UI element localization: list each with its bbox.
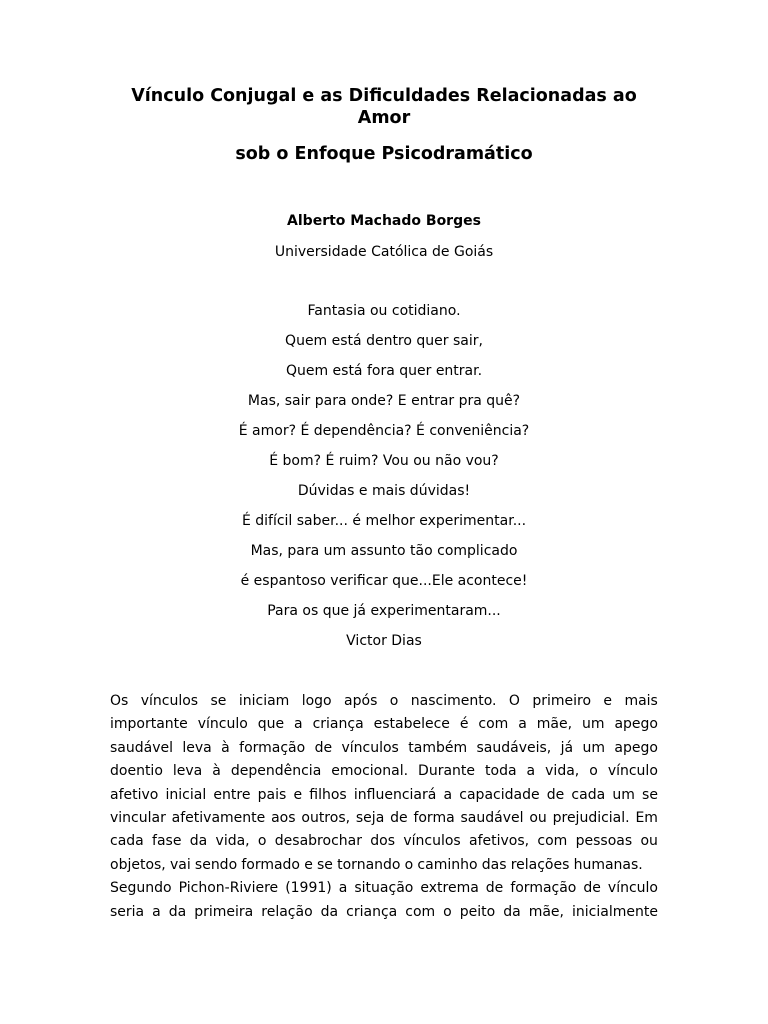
body-word: apego bbox=[614, 739, 658, 756]
poem-line: Quem está fora quer entrar. bbox=[285, 363, 483, 379]
body-word: forma bbox=[413, 809, 455, 826]
poem-line: É bom? É ruim? Vou ou não vou? bbox=[269, 453, 499, 469]
body-word: leva bbox=[182, 739, 212, 756]
body-word: inicialmente bbox=[572, 903, 658, 920]
body-word: dependência bbox=[230, 763, 322, 780]
body-word: iniciam bbox=[238, 693, 290, 709]
body-word: formado bbox=[241, 856, 301, 873]
body-word: mais bbox=[624, 693, 658, 709]
body-word: vida, bbox=[545, 763, 580, 780]
document-title-line-2: Amor bbox=[357, 108, 411, 128]
poem-line: Quem está dentro quer sair, bbox=[285, 333, 483, 349]
body-word: leva bbox=[172, 763, 203, 780]
body-word: prejudicial. bbox=[552, 809, 630, 826]
body-word: primeiro bbox=[532, 693, 592, 709]
body-line bbox=[110, 784, 658, 807]
body-line bbox=[110, 760, 658, 783]
body-word: mãe, bbox=[536, 716, 573, 733]
body-line bbox=[110, 877, 658, 900]
poem-line: é espantoso verificar que...Ele acontece! bbox=[240, 573, 528, 589]
body-word: formação bbox=[510, 880, 577, 897]
body-word: das bbox=[481, 856, 507, 873]
body-word: Segundo bbox=[110, 880, 172, 897]
body-word: um bbox=[612, 786, 635, 803]
body-word: ou bbox=[529, 809, 547, 826]
body-word: toda bbox=[485, 763, 517, 780]
body-word: a bbox=[526, 763, 536, 780]
body-word: vínculo bbox=[607, 763, 658, 780]
body-word: vincular bbox=[110, 809, 166, 826]
body-word: Durante bbox=[418, 763, 476, 780]
body-word: de bbox=[314, 739, 333, 756]
body-line bbox=[110, 854, 658, 877]
body-word: também bbox=[408, 739, 468, 756]
body-word: vínculo bbox=[607, 880, 658, 897]
body-word: se bbox=[210, 693, 227, 709]
body-word: caminho bbox=[417, 856, 478, 873]
body-word: saudável bbox=[460, 809, 524, 826]
body-word: com bbox=[405, 903, 436, 920]
body-word: O bbox=[508, 693, 520, 709]
body-word: a bbox=[152, 903, 161, 920]
body-word: Os bbox=[110, 693, 129, 709]
body-word: doentio bbox=[110, 763, 163, 780]
body-word: um bbox=[582, 739, 605, 756]
body-word: emocional. bbox=[331, 763, 409, 780]
body-word: o bbox=[257, 833, 267, 850]
body-word: ou bbox=[640, 833, 658, 850]
body-word: seja bbox=[355, 809, 385, 826]
body-word: objetos, bbox=[110, 856, 166, 873]
body-word: vínculo bbox=[197, 716, 248, 733]
body-word: o bbox=[443, 903, 452, 920]
body-paragraph bbox=[110, 690, 658, 924]
body-word: e bbox=[304, 856, 313, 873]
body-word: a bbox=[518, 716, 527, 733]
body-word: sendo bbox=[194, 856, 238, 873]
body-word: cada bbox=[571, 786, 606, 803]
body-word: de bbox=[583, 880, 601, 897]
body-word: o bbox=[589, 763, 598, 780]
body-word: seria bbox=[110, 903, 145, 920]
body-word: a bbox=[338, 880, 348, 897]
body-word: com bbox=[537, 833, 568, 850]
body-word: humanas. bbox=[573, 856, 643, 873]
body-word: com bbox=[478, 716, 509, 733]
author-name: Alberto Machado Borges bbox=[287, 213, 481, 229]
body-word: Pichon-Riviere bbox=[178, 880, 279, 897]
body-word: vínculos bbox=[140, 693, 199, 709]
body-word: tornando bbox=[337, 856, 401, 873]
body-line bbox=[110, 830, 658, 853]
body-word: afetivos, bbox=[469, 833, 530, 850]
title-block bbox=[110, 85, 658, 165]
document-title-line-1: Vínculo Conjugal e as Dificuldades Relacionadas ao bbox=[131, 86, 637, 106]
body-word: vida, bbox=[215, 833, 250, 850]
body-word: o bbox=[389, 693, 399, 709]
body-word: mãe, bbox=[528, 903, 564, 920]
body-word: criança bbox=[346, 903, 398, 920]
body-word: se bbox=[317, 856, 333, 873]
body-word: afetivamente bbox=[171, 809, 266, 826]
body-word: aos bbox=[271, 809, 296, 826]
body-word: saudável bbox=[110, 739, 173, 756]
body-word: a bbox=[443, 786, 453, 803]
body-word: entre bbox=[213, 786, 251, 803]
body-word: de bbox=[485, 880, 504, 897]
body-word: saudáveis, bbox=[476, 739, 552, 756]
body-word: vínculos bbox=[403, 833, 461, 850]
body-word: filhos bbox=[309, 786, 347, 803]
body-word: dos bbox=[370, 833, 396, 850]
body-word: situação bbox=[354, 880, 414, 897]
body-word: primeira bbox=[194, 903, 254, 920]
body-word: é bbox=[459, 716, 469, 733]
body-word: criança bbox=[312, 716, 364, 733]
body-word: nascimento. bbox=[410, 693, 497, 709]
body-line bbox=[110, 713, 658, 736]
body-line bbox=[110, 901, 658, 924]
body-word: peito bbox=[459, 903, 496, 920]
body-line bbox=[110, 807, 658, 830]
body-word: e bbox=[293, 786, 303, 803]
body-word: influenciará bbox=[353, 786, 437, 803]
body-word: desabrochar bbox=[274, 833, 362, 850]
body-word: afetivo bbox=[110, 786, 159, 803]
body-word: pais bbox=[257, 786, 287, 803]
body-word: fase bbox=[152, 833, 182, 850]
body-word: de bbox=[546, 786, 565, 803]
body-word: logo bbox=[301, 693, 332, 709]
body-word: após bbox=[344, 693, 378, 709]
body-word: Em bbox=[635, 809, 658, 826]
body-word: à bbox=[212, 763, 221, 780]
document-subtitle: sob o Enfoque Psicodramático bbox=[235, 144, 533, 164]
body-word: da bbox=[320, 903, 339, 920]
poem-line: É difícil saber... é melhor experimentar... bbox=[241, 513, 527, 529]
body-word: que bbox=[257, 716, 285, 733]
body-word: já bbox=[560, 739, 574, 756]
body-word: extrema bbox=[420, 880, 479, 897]
body-line bbox=[110, 690, 658, 713]
poem-line: Mas, sair para onde? E entrar pra quê? bbox=[247, 393, 521, 409]
body-word: relações bbox=[510, 856, 570, 873]
body-word: importante bbox=[110, 716, 188, 733]
poem-attribution: Victor Dias bbox=[346, 633, 422, 649]
poem-line: Dúvidas e mais dúvidas! bbox=[297, 483, 471, 499]
poem-line: Mas, para um assunto tão complicado bbox=[250, 543, 518, 559]
body-word: à bbox=[221, 739, 230, 756]
body-word: relação bbox=[261, 903, 313, 920]
author-affiliation: Universidade Católica de Goiás bbox=[274, 244, 494, 260]
poem-line: Para os que já experimentaram... bbox=[267, 603, 501, 619]
body-word: se bbox=[642, 786, 658, 803]
body-word: inicial bbox=[165, 786, 207, 803]
body-line bbox=[110, 737, 658, 760]
body-word: apego bbox=[614, 716, 658, 733]
body-word: formação bbox=[239, 739, 306, 756]
poem-line: Fantasia ou cotidiano. bbox=[307, 303, 461, 319]
body-word: outros, bbox=[301, 809, 351, 826]
body-word: de bbox=[390, 809, 408, 826]
body-word: vínculos bbox=[341, 739, 399, 756]
body-word: cada bbox=[110, 833, 144, 850]
body-word: estabelece bbox=[373, 716, 450, 733]
body-word: o bbox=[404, 856, 414, 873]
body-word: e bbox=[603, 693, 613, 709]
body-word: (1991) bbox=[285, 880, 332, 897]
epigraph-poem bbox=[110, 301, 658, 661]
body-word: pessoas bbox=[575, 833, 633, 850]
poem-line: É amor? É dependência? É conveniência? bbox=[238, 423, 530, 439]
body-word: capacidade bbox=[459, 786, 540, 803]
body-word: um bbox=[581, 716, 605, 733]
body-word: da bbox=[189, 833, 208, 850]
body-word: vai bbox=[169, 856, 191, 873]
body-word: a bbox=[294, 716, 303, 733]
body-word: da bbox=[503, 903, 521, 920]
body-word: da bbox=[168, 903, 187, 920]
